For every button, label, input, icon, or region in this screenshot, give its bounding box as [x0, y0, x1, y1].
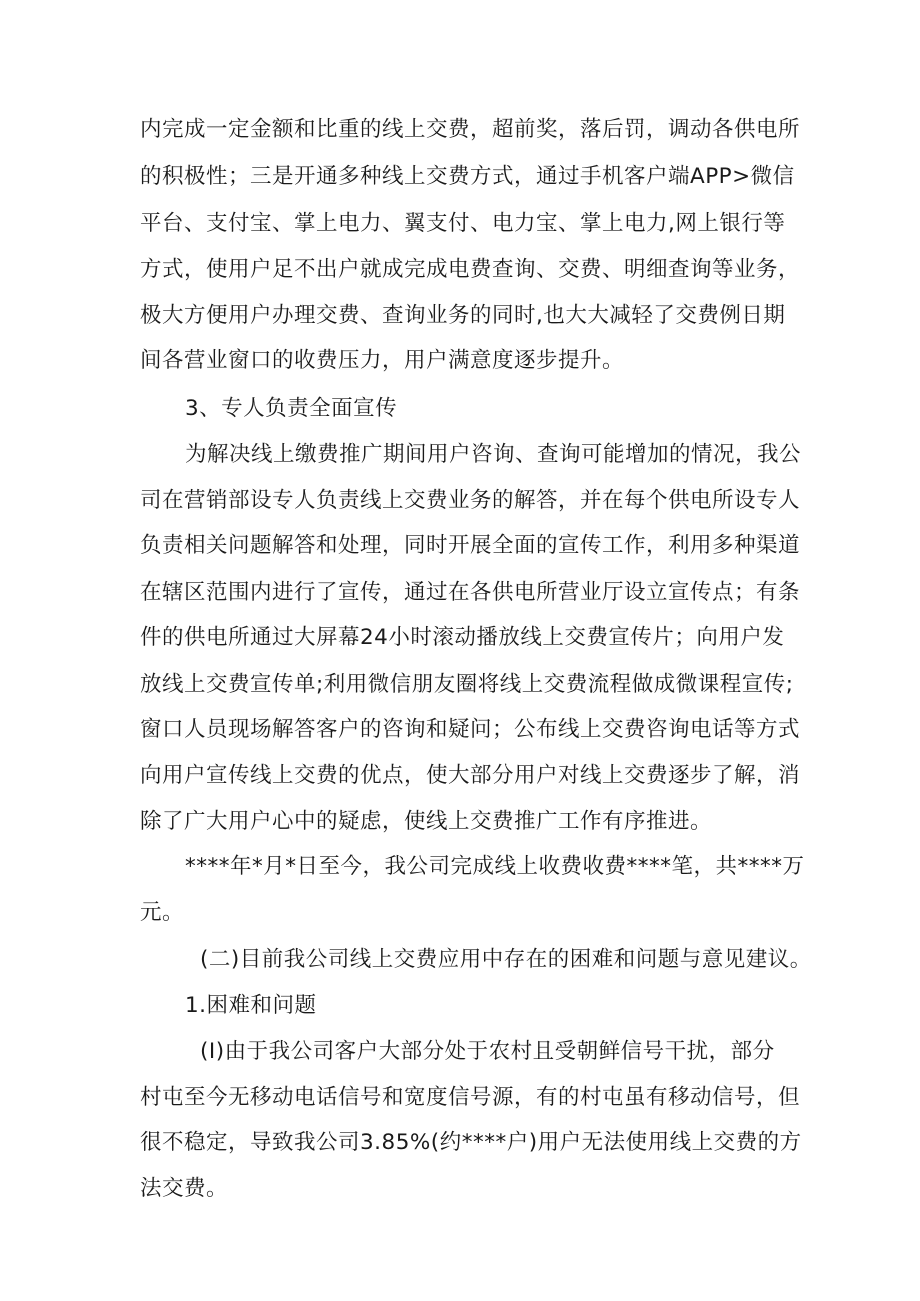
paragraph-line: 法交费。 — [140, 1176, 229, 1201]
paragraph-line: 司在营销部设专人负责线上交费业务的解答，并在每个供电所设专人 — [140, 488, 801, 513]
section-heading: (二)目前我公司线上交费应用中存在的困难和问题与意见建议。 — [200, 947, 812, 972]
paragraph-line: 的积极性；三是开通多种线上交费方式，通过手机客户端APP>微信 — [140, 164, 795, 189]
paragraph-line: 方式，使用户足不出户就成完成电费查询、交费、明细查询等业务， — [140, 257, 801, 282]
paragraph-line: 很不稳定，导致我公司3.85%(约****户)用户无法使用线上交费的方 — [140, 1130, 802, 1155]
paragraph-line: 为解决线上缴费推广期间用户咨询、查询可能增加的情况，我公 — [185, 442, 802, 467]
section-heading: 3、专人负责全面宣传 — [185, 396, 398, 421]
paragraph-line: 内完成一定金额和比重的线上交费，超前奖，落后罚，调动各供电所 — [140, 117, 801, 142]
paragraph-line: 村屯至今无移动电话信号和宽度信号源，有的村屯虽有移动信号，但 — [140, 1085, 801, 1110]
section-heading: 1.困难和问题 — [185, 993, 317, 1018]
paragraph-line: 放线上交费宣传单;利用微信朋友圈将线上交费流程做成微课程宣传; — [140, 672, 794, 697]
paragraph-line: 平台、支付宝、掌上电力、翼支付、电力宝、掌上电力,网上银行等 — [140, 211, 786, 236]
paragraph-line: 极大方便用户办理交费、查询业务的同时,也大大减轻了交费例日期 — [140, 303, 786, 328]
paragraph-line: 件的供电所通过大屏幕24小时滚动播放线上交费宣传片；向用户发 — [140, 625, 785, 650]
paragraph-line: ****年*月*日至今，我公司完成线上收费收费****笔，共****万 — [185, 854, 805, 879]
paragraph-line: 元。 — [140, 900, 185, 925]
paragraph-line: 在辖区范围内进行了宣传，通过在各供电所营业厅设立宣传点；有条 — [140, 580, 801, 605]
paragraph-line: 窗口人员现场解答客户的咨询和疑问；公布线上交费咨询电话等方式 — [140, 717, 801, 742]
paragraph-line: (I)由于我公司客户大部分处于农村且受朝鲜信号干扰，部分 — [200, 1039, 775, 1064]
paragraph-line: 向用户宣传线上交费的优点，使大部分用户对线上交费逐步了解，消 — [140, 763, 801, 788]
paragraph-line: 间各营业窗口的收费压力，用户满意度逐步提升。 — [140, 348, 625, 373]
paragraph-line: 负责相关问题解答和处理，同时开展全面的宣传工作，利用多种渠道 — [140, 533, 801, 558]
paragraph-line: 除了广大用户心中的疑虑，使线上交费推广工作有序推进。 — [140, 809, 713, 834]
